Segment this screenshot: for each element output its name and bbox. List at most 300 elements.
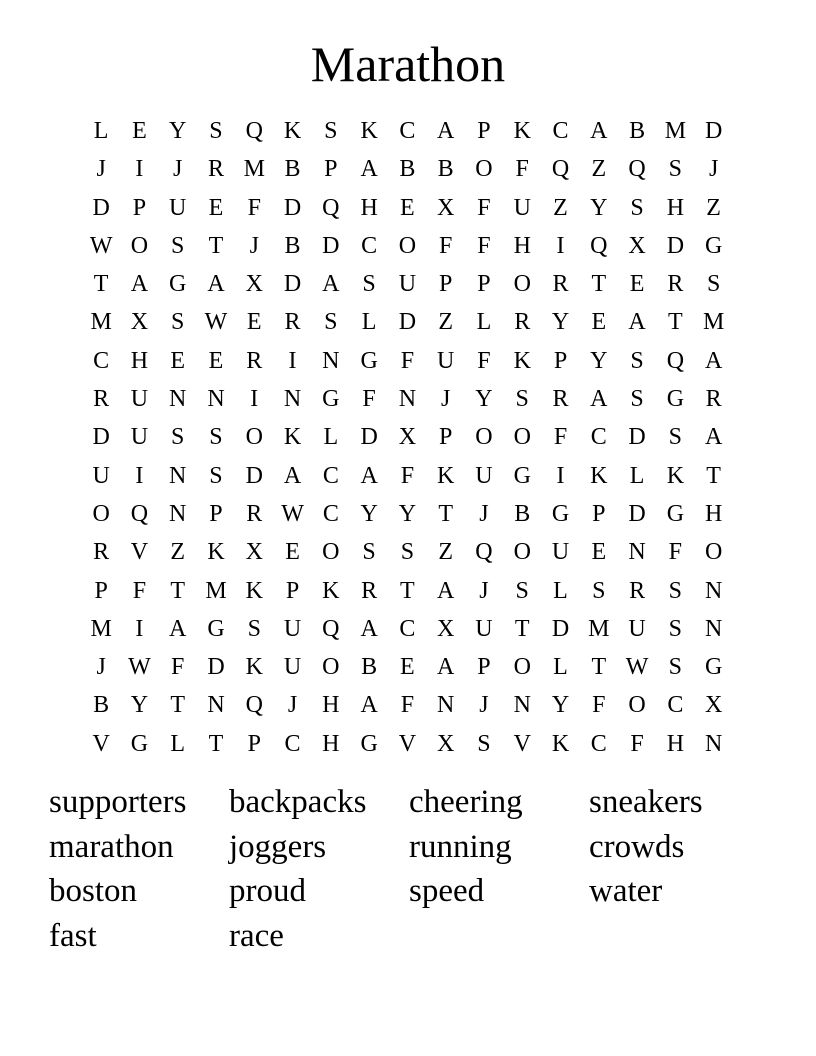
word-list-item: cheering: [409, 784, 523, 820]
grid-letter: J: [173, 156, 183, 183]
grid-letter: A: [437, 654, 455, 681]
grid-letter: O: [92, 500, 110, 527]
grid-letter: U: [169, 194, 187, 221]
grid-letter: N: [207, 692, 225, 719]
grid-letter: K: [551, 730, 570, 757]
grid-letter: P: [477, 118, 491, 144]
grid-letter: D: [207, 654, 225, 681]
grid-letter: Y: [398, 500, 417, 527]
grid-letter: Q: [130, 500, 149, 527]
grid-letter: R: [93, 386, 110, 413]
grid-letter: P: [94, 577, 108, 604]
grid-letter: F: [630, 730, 644, 757]
grid-letter: S: [668, 424, 683, 451]
grid-letter: L: [553, 577, 568, 604]
grid-letter: W: [281, 500, 304, 527]
grid-letter: T: [706, 462, 721, 489]
grid-letter: G: [551, 500, 570, 527]
grid-letter: P: [132, 194, 147, 221]
grid-letter: M: [205, 577, 227, 604]
grid-letter: T: [400, 577, 415, 604]
grid-letter: A: [207, 271, 225, 298]
grid-letter: Y: [130, 692, 149, 719]
grid-letter: U: [130, 424, 149, 451]
word-list-item: crowds: [589, 828, 685, 865]
grid-letter: O: [513, 271, 531, 298]
grid-row: [82, 380, 733, 418]
grid-letter: R: [361, 577, 378, 604]
grid-letter: B: [437, 156, 454, 183]
grid-letter: J: [708, 156, 719, 183]
grid-letter: D: [360, 424, 378, 451]
word-list-item: race: [229, 917, 284, 954]
grid-letter: W: [128, 654, 151, 681]
grid-letter: K: [437, 462, 455, 489]
grid-letter: U: [283, 654, 302, 681]
grid-letter: C: [667, 692, 684, 719]
grid-letter: I: [135, 156, 144, 183]
grid-letter: U: [475, 462, 493, 489]
grid-row: [82, 150, 733, 188]
grid-letter: F: [668, 539, 683, 566]
grid-letter: E: [629, 271, 645, 298]
grid-letter: E: [400, 654, 415, 681]
grid-letter: R: [93, 539, 110, 566]
grid-letter: F: [171, 654, 185, 681]
grid-letter: A: [590, 118, 608, 144]
grid-letter: B: [399, 156, 416, 183]
grid-letter: K: [207, 539, 225, 566]
grid-letter: P: [324, 156, 338, 183]
grid-letter: O: [704, 539, 723, 566]
grid-letter: U: [130, 386, 149, 413]
grid-row: [82, 725, 733, 763]
grid-letter: J: [479, 577, 489, 604]
grid-letter: C: [284, 730, 301, 757]
grid-letter: Z: [553, 194, 568, 221]
word-list-item: speed: [409, 873, 485, 909]
grid-letter: N: [704, 577, 723, 604]
grid-letter: D: [398, 309, 417, 336]
grid-row: [82, 686, 733, 724]
grid-letter: S: [630, 386, 644, 413]
grid-letter: H: [704, 500, 723, 527]
grid-letter: W: [204, 309, 228, 336]
grid-letter: Z: [438, 539, 453, 566]
grid-letter: K: [322, 577, 340, 604]
grid-letter: S: [362, 539, 376, 566]
grid-row: [82, 303, 733, 341]
grid-letter: A: [169, 615, 187, 642]
grid-letter: L: [170, 730, 186, 757]
grid-letter: K: [513, 118, 531, 144]
word-list-item: backpacks: [229, 784, 367, 820]
grid-letter: H: [513, 232, 531, 259]
grid-letter: S: [171, 309, 185, 336]
grid-row: [82, 418, 733, 456]
grid-letter: G: [704, 654, 723, 681]
grid-letter: D: [245, 462, 263, 489]
grid-letter: S: [247, 615, 261, 642]
grid-letter: E: [208, 347, 224, 374]
grid-row: [82, 342, 733, 380]
grid-letter: Y: [590, 347, 608, 374]
grid-letter: Y: [360, 500, 378, 527]
grid-letter: J: [96, 156, 106, 183]
grid-letter: I: [135, 462, 144, 489]
grid-letter: M: [90, 309, 112, 336]
grid-letter: U: [628, 615, 646, 642]
grid-letter: Q: [666, 347, 685, 374]
grid-letter: Z: [170, 539, 186, 566]
grid-letter: L: [476, 309, 492, 336]
grid-letter: S: [171, 424, 185, 451]
grid-letter: S: [515, 386, 529, 413]
grid-letter: T: [208, 232, 224, 259]
grid-letter: S: [668, 654, 683, 681]
grid-letter: H: [322, 730, 340, 757]
grid-letter: O: [475, 424, 493, 451]
grid-letter: T: [93, 271, 109, 298]
grid-letter: A: [704, 424, 723, 451]
grid-letter: O: [475, 156, 493, 183]
grid-letter: C: [590, 730, 607, 757]
grid-letter: B: [629, 118, 646, 144]
grid-letter: J: [479, 500, 489, 527]
grid-letter: L: [553, 654, 568, 681]
grid-letter: K: [245, 654, 263, 681]
grid-letter: A: [130, 271, 149, 298]
grid-letter: F: [477, 232, 491, 259]
grid-letter: R: [667, 271, 684, 298]
grid-letter: N: [437, 692, 455, 719]
grid-letter: I: [556, 232, 565, 259]
grid-letter: T: [438, 500, 453, 527]
grid-letter: C: [399, 118, 416, 144]
grid-letter: C: [322, 500, 339, 527]
grid-letter: F: [515, 156, 529, 183]
grid-letter: K: [283, 424, 302, 451]
grid-letter: G: [704, 232, 723, 259]
grid-letter: B: [284, 156, 301, 183]
grid-letter: J: [249, 232, 259, 259]
grid-letter: R: [705, 386, 722, 413]
word-list-item: proud: [229, 873, 306, 909]
grid-row: [82, 265, 733, 303]
grid-letter: K: [666, 462, 685, 489]
word-list-item: sneakers: [589, 784, 703, 820]
grid-letter: D: [666, 232, 685, 259]
grid-letter: S: [324, 309, 338, 336]
grid-letter: N: [169, 462, 187, 489]
grid-letter: D: [704, 118, 723, 144]
word-list-item: fast: [49, 917, 97, 954]
grid-letter: E: [591, 309, 607, 336]
grid-letter: X: [437, 194, 455, 221]
grid-letter: Q: [590, 232, 608, 259]
grid-letter: A: [360, 692, 378, 719]
grid-letter: X: [245, 539, 263, 566]
grid-letter: Y: [551, 692, 570, 719]
grid-letter: S: [209, 462, 223, 489]
grid-letter: E: [285, 539, 300, 566]
word-list-item: joggers: [229, 828, 327, 865]
grid-letter: F: [477, 347, 491, 374]
grid-row: [82, 533, 733, 571]
grid-letter: F: [438, 232, 453, 259]
grid-letter: Y: [169, 118, 187, 144]
grid-letter: T: [170, 692, 186, 719]
grid-letter: O: [513, 654, 531, 681]
grid-letter: R: [284, 309, 301, 336]
grid-letter: Q: [322, 194, 340, 221]
grid-letter: N: [169, 386, 187, 413]
grid-letter: E: [132, 118, 147, 144]
grid-letter: P: [553, 347, 568, 374]
grid-letter: Q: [322, 615, 340, 642]
grid-row: [82, 610, 733, 648]
grid-letter: M: [588, 615, 610, 642]
grid-letter: O: [628, 692, 646, 719]
grid-letter: G: [322, 386, 340, 413]
grid-letter: Z: [591, 156, 607, 183]
grid-letter: H: [666, 730, 685, 757]
grid-letter: N: [207, 386, 225, 413]
word-list-item: marathon: [49, 828, 174, 865]
grid-letter: Y: [590, 194, 608, 221]
grid-letter: B: [93, 692, 110, 719]
grid-letter: T: [668, 309, 683, 336]
grid-row: [82, 572, 733, 610]
word-list-item: boston: [49, 873, 138, 909]
grid-letter: X: [437, 730, 455, 757]
grid-letter: D: [322, 232, 340, 259]
grid-letter: E: [246, 309, 262, 336]
grid-letter: U: [398, 271, 417, 298]
grid-letter: W: [625, 654, 649, 681]
grid-letter: S: [515, 577, 529, 604]
grid-letter: N: [283, 386, 302, 413]
grid-letter: F: [400, 692, 415, 719]
grid-letter: N: [704, 615, 723, 642]
grid-letter: N: [169, 500, 187, 527]
grid-letter: K: [283, 118, 302, 144]
grid-letter: T: [170, 577, 186, 604]
grid-letter: X: [628, 232, 646, 259]
grid-letter: Z: [706, 194, 721, 221]
grid-letter: D: [283, 271, 302, 298]
grid-letter: S: [324, 118, 338, 144]
grid-letter: D: [628, 424, 646, 451]
grid-letter: A: [590, 386, 608, 413]
grid-letter: V: [398, 730, 417, 757]
grid-letter: P: [477, 654, 491, 681]
grid-letter: A: [360, 462, 378, 489]
grid-letter: S: [668, 156, 683, 183]
grid-letter: V: [130, 539, 149, 566]
grid-letter: K: [360, 118, 378, 144]
grid-row: [82, 227, 733, 265]
grid-letter: B: [361, 654, 378, 681]
grid-letter: Q: [245, 692, 263, 719]
grid-letter: S: [362, 271, 376, 298]
grid-letter: H: [666, 194, 685, 221]
grid-letter: O: [322, 654, 340, 681]
grid-letter: S: [630, 194, 644, 221]
grid-letter: K: [590, 462, 608, 489]
grid-letter: Q: [628, 156, 646, 183]
grid-letter: O: [130, 232, 149, 259]
grid-letter: G: [169, 271, 187, 298]
letter-grid: [82, 112, 733, 763]
grid-letter: A: [360, 615, 378, 642]
grid-letter: R: [207, 156, 224, 183]
grid-letter: E: [400, 194, 415, 221]
grid-letter: D: [551, 615, 570, 642]
grid-letter: M: [702, 309, 725, 336]
grid-letter: U: [475, 615, 493, 642]
grid-letter: S: [668, 577, 683, 604]
grid-letter: B: [284, 232, 301, 259]
grid-letter: G: [207, 615, 225, 642]
grid-letter: S: [477, 730, 491, 757]
grid-letter: G: [513, 462, 531, 489]
grid-letter: F: [362, 386, 376, 413]
grid-letter: U: [513, 194, 531, 221]
grid-letter: X: [245, 271, 263, 298]
grid-letter: Q: [551, 156, 570, 183]
puzzle-title: Marathon: [310, 36, 506, 92]
grid-letter: C: [399, 615, 416, 642]
grid-row: [82, 112, 733, 150]
grid-letter: S: [209, 424, 223, 451]
grid-letter: U: [437, 347, 455, 374]
word-list-item: running: [409, 828, 512, 865]
grid-letter: I: [556, 462, 565, 489]
grid-letter: Q: [475, 539, 493, 566]
grid-letter: C: [322, 462, 339, 489]
grid-letter: R: [246, 347, 263, 374]
grid-letter: M: [90, 615, 112, 642]
grid-letter: S: [706, 271, 721, 298]
grid-letter: R: [552, 386, 569, 413]
grid-row: [82, 457, 733, 495]
grid-letter: P: [438, 271, 453, 298]
grid-letter: U: [283, 615, 302, 642]
grid-letter: S: [209, 118, 223, 144]
grid-row: [82, 495, 733, 533]
grid-row: [82, 648, 733, 686]
grid-letter: T: [514, 615, 530, 642]
grid-letter: U: [92, 462, 110, 489]
grid-letter: I: [288, 347, 297, 374]
grid-letter: A: [283, 462, 302, 489]
grid-letter: Q: [245, 118, 263, 144]
word-list-item: water: [589, 873, 663, 909]
grid-letter: C: [361, 232, 378, 259]
grid-letter: I: [135, 615, 144, 642]
grid-letter: K: [245, 577, 263, 604]
grid-letter: D: [283, 194, 302, 221]
grid-letter: Z: [438, 309, 453, 336]
grid-letter: R: [629, 577, 646, 604]
grid-letter: O: [513, 424, 531, 451]
grid-letter: E: [591, 539, 607, 566]
grid-letter: A: [322, 271, 340, 298]
grid-letter: P: [247, 730, 261, 757]
grid-letter: N: [513, 692, 531, 719]
grid-letter: X: [437, 615, 455, 642]
grid-letter: J: [96, 654, 106, 681]
word-list: [49, 780, 769, 958]
grid-letter: J: [479, 692, 489, 719]
grid-letter: G: [666, 500, 685, 527]
grid-letter: J: [287, 692, 298, 719]
grid-letter: U: [551, 539, 570, 566]
grid-letter: N: [322, 347, 340, 374]
grid-letter: R: [246, 500, 263, 527]
grid-letter: P: [209, 500, 223, 527]
grid-letter: M: [243, 156, 265, 183]
grid-letter: S: [171, 232, 185, 259]
grid-letter: C: [552, 118, 569, 144]
grid-letter: A: [704, 347, 723, 374]
grid-letter: K: [513, 347, 531, 374]
grid-letter: F: [247, 194, 261, 221]
grid-letter: H: [130, 347, 149, 374]
grid-letter: N: [704, 730, 723, 757]
grid-letter: X: [704, 692, 723, 719]
grid-letter: D: [628, 500, 646, 527]
grid-letter: W: [89, 232, 113, 259]
grid-letter: F: [132, 577, 147, 604]
grid-letter: L: [361, 309, 377, 336]
grid-letter: E: [208, 194, 224, 221]
grid-letter: A: [437, 577, 455, 604]
grid-letter: A: [628, 309, 646, 336]
grid-letter: J: [441, 386, 451, 413]
grid-letter: A: [437, 118, 455, 144]
grid-letter: P: [477, 271, 491, 298]
grid-letter: A: [360, 156, 378, 183]
grid-letter: O: [245, 424, 263, 451]
grid-letter: T: [208, 730, 224, 757]
grid-letter: L: [629, 462, 645, 489]
grid-letter: R: [552, 271, 569, 298]
grid-letter: I: [250, 386, 259, 413]
grid-letter: F: [400, 462, 415, 489]
grid-letter: G: [360, 730, 378, 757]
grid-letter: L: [323, 424, 339, 451]
grid-letter: B: [514, 500, 531, 527]
grid-letter: F: [592, 692, 606, 719]
grid-letter: G: [666, 386, 685, 413]
grid-letter: X: [130, 309, 149, 336]
grid-letter: P: [438, 424, 453, 451]
grid-letter: N: [628, 539, 646, 566]
grid-letter: E: [170, 347, 186, 374]
grid-letter: F: [400, 347, 415, 374]
grid-letter: M: [664, 118, 687, 144]
grid-letter: O: [513, 539, 531, 566]
grid-letter: T: [591, 271, 607, 298]
grid-letter: H: [360, 194, 378, 221]
grid-letter: O: [398, 232, 417, 259]
grid-letter: N: [398, 386, 417, 413]
grid-letter: D: [92, 194, 110, 221]
word-list-item: supporters: [49, 784, 187, 820]
grid-letter: S: [592, 577, 606, 604]
